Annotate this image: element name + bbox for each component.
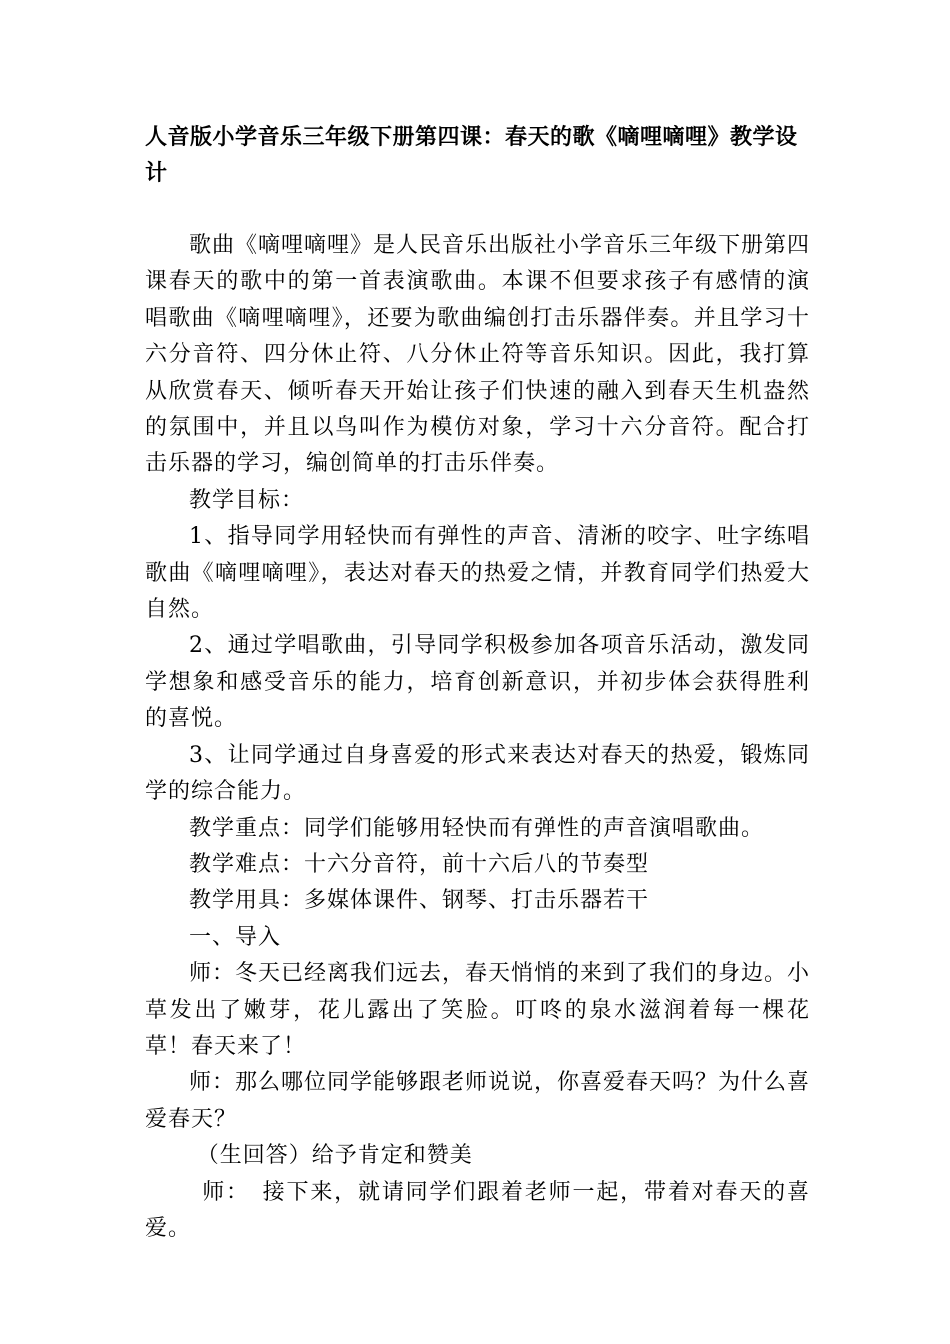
difficult-point: 教学难点：十六分音符，前十六后八的节奏型: [189, 851, 650, 877]
key-point: 教学重点：同学们能够用轻快而有弹性的声音演唱歌曲。: [189, 815, 765, 841]
teacher-line-2: 师：那么哪位同学能够跟老师说说，你喜爱春天吗？为什么喜爱春天？: [145, 1070, 811, 1132]
document-title: 人音版小学音乐三年级下册第四课：春天的歌《嘀哩嘀哩》教学设计: [145, 125, 798, 186]
student-response: （生回答）给予肯定和赞美: [196, 1143, 473, 1169]
objectives-heading: 教学目标：: [189, 487, 305, 513]
teacher-line-3: 师： 接下来，就请同学们跟着老师一起，带着对春天的喜爱。: [145, 1179, 810, 1241]
objective-1: 1、指导同学用轻快而有弹性的声音、清淅的咬字、吐字练唱歌曲《嘀哩嘀哩》，表达对春天的热爱之情，并教育同学们热爱大自然。: [145, 524, 810, 623]
section-heading-intro: 一、导入: [189, 924, 282, 950]
teaching-tools: 教学用具：多媒体课件、钢琴、打击乐器若干: [189, 888, 650, 914]
intro-paragraph: 歌曲《嘀哩嘀哩》是人民音乐出版社小学音乐三年级下册第四课春天的歌中的第一首表演歌曲。本课不但要求孩子有感情的演唱歌曲《嘀哩嘀哩》，还要为歌曲编创打击乐器伴奏。并且学习十六分音符、四分休止符、八分休止符等音乐知识。因此，我打算从欣赏春天、倾听春天开始让孩子们快速的融入到春天生机盎然的氛围中，并且以鸟叫作为模仿对象，学习十六分音符。配合打击乐器的学习，编创简单的打击乐伴奏。: [145, 233, 811, 477]
document-body: [145, 228, 810, 1247]
teacher-line-1: 师：冬天已经离我们远去，春天悄悄的来到了我们的身边。小草发出了嫩芽，花儿露出了笑脸。叮咚的泉水滋润着每一棵花草！春天来了！: [145, 961, 811, 1059]
objective-3: 3、让同学通过自身喜爱的形式来表达对春天的热爱，锻炼同学的综合能力。: [145, 742, 810, 805]
objective-2: 2、通过学唱歌曲，引导同学积极参加各项音乐活动，激发同学想象和感受音乐的能力，培育创新意识，并初步体会获得胜利的喜悦。: [145, 633, 810, 732]
